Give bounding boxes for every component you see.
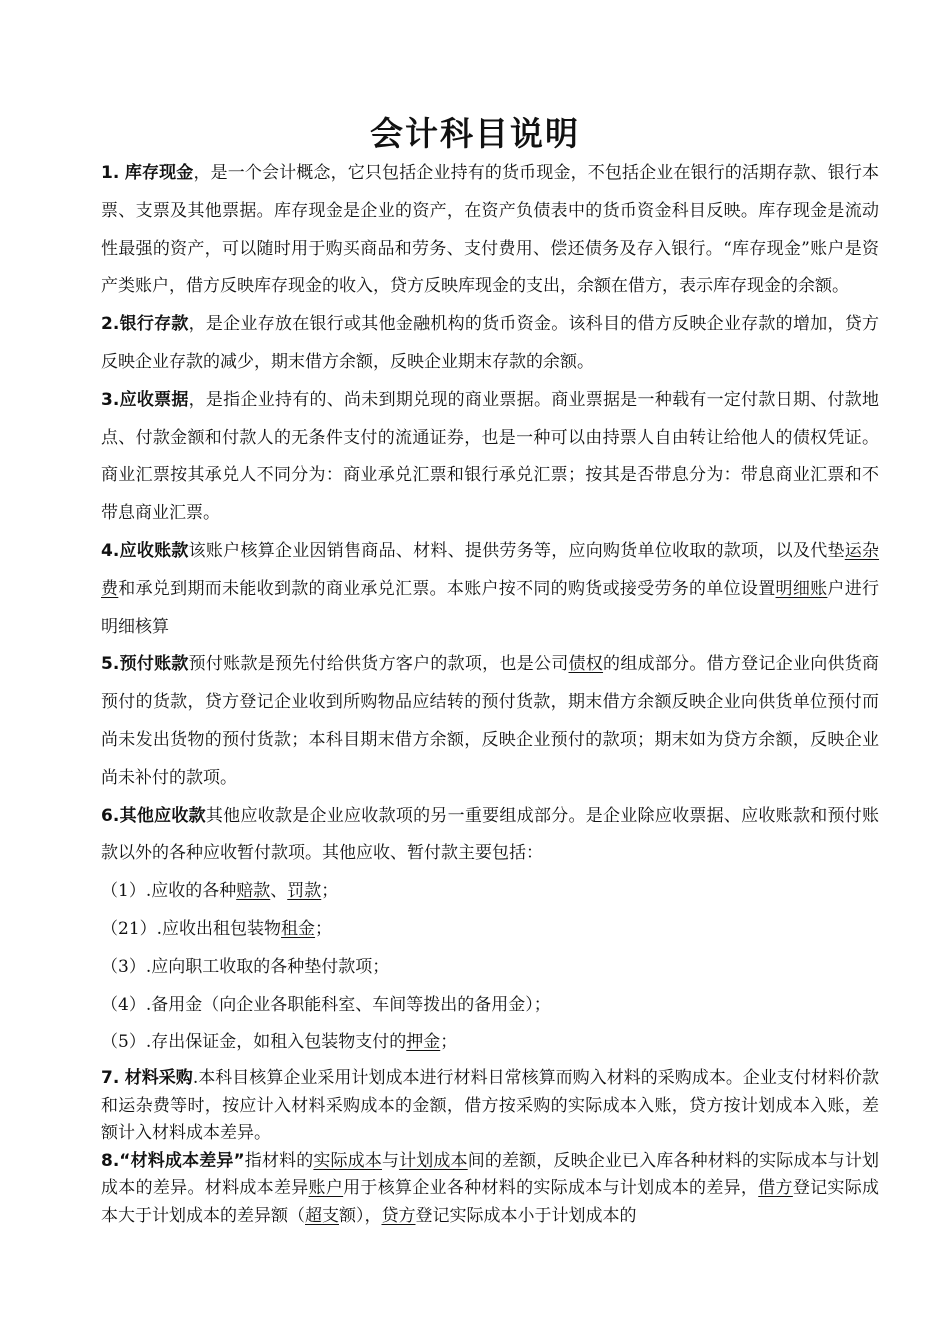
paragraph-6 [101,798,879,874]
link-fines[interactable]: 罚款 [287,881,322,902]
link-account[interactable]: 账户 [308,1178,344,1199]
link-creditor-rights[interactable]: 债权 [568,654,604,675]
link-planned-cost[interactable]: 计划成本 [399,1150,468,1171]
paragraph-text: 户进行明细核算 [101,578,880,637]
item-number: 4. [101,540,120,561]
list-item-text: （5）.存出保证金，如租入包装物支付的 [101,1032,407,1053]
term-notes-receivable: 应收票据 [119,389,189,410]
link-credit[interactable]: 贷方 [381,1205,416,1226]
item-number: 2. [101,314,120,335]
paragraph-text: 预付账款是预先付给供货方客户的款项，也是公司 [188,654,569,675]
paragraph-text: 用于核算企业各种材料的实际成本与计划成本的差异， [343,1178,759,1199]
list-item-text: ； [315,918,333,939]
list-item [101,911,879,949]
list-item [101,987,879,1025]
link-compensation[interactable]: 赔款 [236,881,271,902]
term-bank-deposit: 银行存款 [119,314,189,335]
item-number: 7. [101,1068,120,1089]
paragraph-text: .本科目核算企业采用计划成本进行材料日常核算而购入材料的采购成本。企业支付材料价款和运杂费等时，按应计入材料采购成本的金额，借方按采购的实际成本入账，贷方按计划成本入账，差额计入材料成本差异。 [101,1068,880,1144]
list-item-text: （4）.备用金（向企业各职能科室、车间等拨出的备用金）； [101,994,551,1015]
link-debit[interactable]: 借方 [758,1178,793,1199]
paragraph-text: 该账户核算企业因销售商品、材料、提供劳务等，应向购货单位收取的款项，以及代垫 [188,540,845,561]
paragraph-text: 与 [381,1150,400,1171]
page-title: 会计科目说明 [370,114,580,153]
list-item-text: 、 [270,881,288,902]
paragraph-text: 间的差额，反映企业已入库各种材料的实际成本与计划成本的差异。材料成本差异 [101,1150,880,1199]
list-item-text: ； [321,881,339,902]
paragraph-text: ，是指企业持有的、尚未到期兑现的商业票据。商业票据是一种载有一定付款日期、付款地点、付款金额和付款人的无条件支付的流通证券，也是一种可以由持票人自由转让给他人的债权凭证。商业汇票按其承兑人不同分为：商业承兑汇票和银行承兑汇票；按其是否带息分为：带息商业汇票和不带息商业汇票。 [101,389,880,524]
paragraph-1 [101,155,879,306]
list-item-text: ； [440,1032,458,1053]
term-material-purchase: 材料采购 [124,1068,193,1089]
term-cash-on-hand: 库存现金 [124,163,194,183]
link-actual-cost[interactable]: 实际成本 [313,1150,382,1171]
item-number: 6. [101,805,120,826]
list-item-text: （3）.应向职工收取的各种垫付款项； [101,956,390,977]
paragraph-2 [101,306,879,382]
paragraph-3 [101,382,879,533]
term-material-cost-variance: “材料成本差异” [119,1150,245,1171]
paragraph-text: 登记实际成本大于计划成本的差异额（ [101,1178,880,1226]
link-detail-ledger[interactable]: 明细账 [775,578,828,599]
paragraph-text: ，是企业存放在银行或其他金融机构的货币资金。该科目的借方反映企业存款的增加，贷方反映企业存款的减少，期末借方余额，反映企业期末存款的余额。 [101,314,880,372]
link-deposit[interactable]: 押金 [406,1032,441,1053]
item-number: 3. [101,389,120,410]
item-number: 5. [101,654,120,675]
list-item [101,873,879,911]
item-number: 1. [101,163,120,183]
list-item [101,1024,879,1062]
document-body [101,155,879,1230]
term-prepayments: 预付账款 [119,654,189,675]
item-number: 8. [101,1150,120,1171]
list-item [101,949,879,987]
paragraph-text: 指材料的 [244,1150,314,1171]
paragraph-text: ，是一个会计概念，它只包括企业持有的货币现金，不包括企业在银行的活期存款、银行本票、支票及其他票据。库存现金是企业的资产，在资产负债表中的货币资金科目反映。库存现金是流动性最强的资产，可以随时用于购买商品和劳务、支付费用、偿还债务及存入银行。“库存现金”账户是资产类账户，借方反映库存现金的收入，贷方反映库现金的支出，余额在借方，表示库存现金的余额。 [101,163,880,297]
paragraph-text: 和承兑到期而未能收到款的商业承兑汇票。本账户按不同的购货或接受劳务的单位设置 [118,578,776,599]
list-item-text: （21）.应收出租包装物 [101,918,282,939]
paragraph-5 [101,646,879,797]
paragraph-4 [101,533,879,646]
paragraph-text: 登记实际成本小于计划成本的 [415,1205,637,1226]
term-accounts-receivable: 应收账款 [119,540,189,561]
paragraph-7 [101,1065,879,1148]
term-other-receivables: 其他应收款 [119,805,206,826]
paragraph-text: 额）， [339,1205,382,1226]
list-item-text: （1）.应收的各种 [101,881,237,902]
paragraph-8 [101,1148,879,1231]
paragraph-text: 的组成部分。借方登记企业向供货商预付的货款，贷方登记企业收到所购物品应结转的预付货款，期末借方余额反映企业向供货单位预付而尚未发出货物的预付货款；本科目期末借方余额，反映企业预付的款项；期末如为贷方余额，反映企业尚未补付的款项。 [101,654,880,788]
paragraph-text: 其他应收款是企业应收款项的另一重要组成部分。是企业除应收票据、应收账款和预付账款以外的各种应收暂付款项。其他应收、暂付款主要包括： [101,805,880,864]
link-overspend[interactable]: 超支 [305,1205,339,1226]
link-rent[interactable]: 租金 [281,918,316,939]
link-freight[interactable]: 运杂费 [101,540,880,599]
